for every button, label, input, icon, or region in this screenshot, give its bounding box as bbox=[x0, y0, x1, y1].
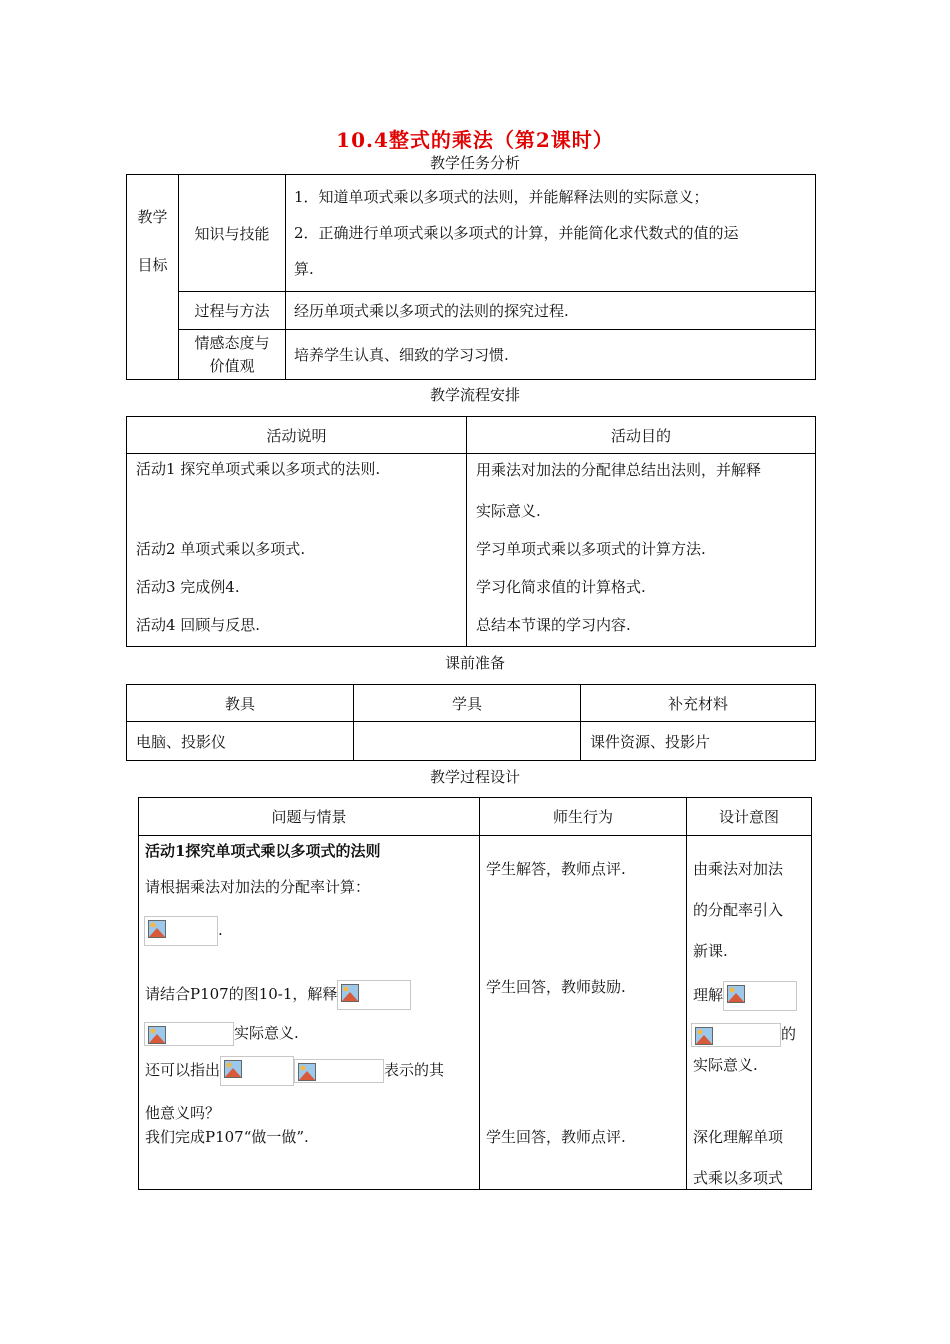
section-heading-flow: 教学流程安排 bbox=[429, 386, 520, 404]
question-text: 实际意义. bbox=[234, 1024, 299, 1042]
intent-text: 式乘以多项式 bbox=[693, 1169, 784, 1187]
design-header-intent: 设计意图 bbox=[687, 798, 812, 836]
goal-line: 1．知道单项式乘以多项式的法则，并能解释法则的实际意义； bbox=[294, 188, 709, 206]
section-heading-preparation: 课前准备 bbox=[444, 654, 505, 672]
section-heading-task-analysis: 教学任务分析 bbox=[429, 154, 520, 172]
activity-item: 活动2 单项式乘以多项式. bbox=[136, 540, 306, 558]
intent-text: 新课. bbox=[693, 942, 728, 960]
behavior-cell bbox=[480, 836, 687, 1190]
intent-text: 实际意义. bbox=[693, 1056, 758, 1074]
row-content-process: 经历单项式乘以多项式的法则的探究过程. bbox=[286, 292, 816, 330]
purpose-item: 实际意义. bbox=[476, 502, 541, 520]
question-text: 他意义吗？ bbox=[145, 1104, 221, 1122]
activity-title: 活动1探究单项式乘以多项式的法则 bbox=[145, 842, 381, 860]
row-label-process: 过程与方法 bbox=[179, 292, 286, 330]
formula-image-icon bbox=[294, 1059, 384, 1083]
formula-image-icon bbox=[691, 1023, 781, 1047]
flow-header-left: 活动说明 bbox=[127, 417, 467, 454]
intent-cell bbox=[687, 836, 812, 1190]
prep-value-materials: 课件资源、投影片 bbox=[581, 722, 816, 761]
flow-header-right: 活动目的 bbox=[467, 417, 816, 454]
goal-label-b: 目标 bbox=[137, 256, 168, 274]
label-line: 情感态度与 bbox=[194, 333, 270, 352]
behavior-text: 学生回答，教师点评. bbox=[486, 1128, 626, 1146]
prep-value-tools: 电脑、投影仪 bbox=[127, 722, 354, 761]
process-design-table bbox=[138, 797, 812, 1190]
preparation-table bbox=[126, 684, 816, 761]
question-text: 我们完成P107“做一做”. bbox=[145, 1128, 309, 1146]
question-text: 请根据乘法对加法的分配率计算： bbox=[145, 878, 371, 896]
section-heading-process-design: 教学过程设计 bbox=[429, 768, 520, 786]
goal-line: 算. bbox=[294, 260, 314, 278]
behavior-text: 学生回答，教师鼓励. bbox=[486, 978, 626, 996]
task-analysis-table bbox=[126, 174, 816, 380]
flow-left-cell bbox=[127, 454, 467, 647]
activity-item: 活动4 回顾与反思. bbox=[136, 616, 261, 634]
intent-text: 的 bbox=[781, 1025, 797, 1043]
intent-text: 深化理解单项 bbox=[693, 1128, 784, 1146]
prep-header-student: 学具 bbox=[354, 685, 581, 722]
intent-text: 的分配率引入 bbox=[693, 901, 784, 919]
purpose-item: 学习单项式乘以多项式的计算方法. bbox=[476, 540, 706, 558]
design-header-behavior: 师生行为 bbox=[480, 798, 687, 836]
prep-value-student bbox=[354, 722, 581, 761]
row-content-attitude: 培养学生认真、细致的学习习惯. bbox=[286, 330, 816, 380]
row-content-knowledge bbox=[286, 175, 816, 292]
flow-table bbox=[126, 416, 816, 647]
flow-right-cell bbox=[467, 454, 816, 647]
design-header-question: 问题与情景 bbox=[139, 798, 480, 836]
purpose-item: 总结本节课的学习内容. bbox=[476, 616, 631, 634]
question-text: 表示的其 bbox=[384, 1061, 445, 1079]
formula-image-icon bbox=[220, 1056, 294, 1086]
formula-image-icon bbox=[144, 916, 218, 946]
prep-header-tools: 教具 bbox=[127, 685, 354, 722]
question-cell bbox=[139, 836, 480, 1190]
activity-item: 活动1 探究单项式乘以多项式的法则. bbox=[136, 460, 381, 478]
purpose-item: 学习化简求值的计算格式. bbox=[476, 578, 646, 596]
prep-header-materials: 补充材料 bbox=[581, 685, 816, 722]
label-line: 价值观 bbox=[209, 356, 255, 375]
activity-item: 活动3 完成例4. bbox=[136, 578, 240, 596]
purpose-item: 用乘法对加法的分配律总结出法则，并解释 bbox=[476, 461, 762, 479]
row-label-knowledge: 知识与技能 bbox=[179, 175, 286, 292]
goal-line: 2．正确进行单项式乘以多项式的计算，并能简化求代数式的值的运 bbox=[294, 224, 739, 242]
formula-image-icon bbox=[723, 981, 797, 1011]
goal-label-a: 教学 bbox=[137, 208, 168, 226]
punctuation: . bbox=[218, 921, 223, 939]
intent-text: 由乘法对加法 bbox=[693, 860, 784, 878]
question-text: 请结合P107的图10-1，解释 bbox=[145, 985, 338, 1003]
formula-image-icon bbox=[337, 980, 411, 1010]
intent-text: 理解 bbox=[693, 986, 724, 1004]
page-title: 10.4整式的乘法（第2课时） bbox=[336, 128, 614, 152]
behavior-text: 学生解答，教师点评. bbox=[486, 860, 626, 878]
question-text: 还可以指出 bbox=[145, 1061, 221, 1079]
formula-image-icon bbox=[144, 1022, 234, 1046]
row-label-attitude bbox=[179, 330, 286, 380]
goal-cell bbox=[127, 175, 179, 380]
